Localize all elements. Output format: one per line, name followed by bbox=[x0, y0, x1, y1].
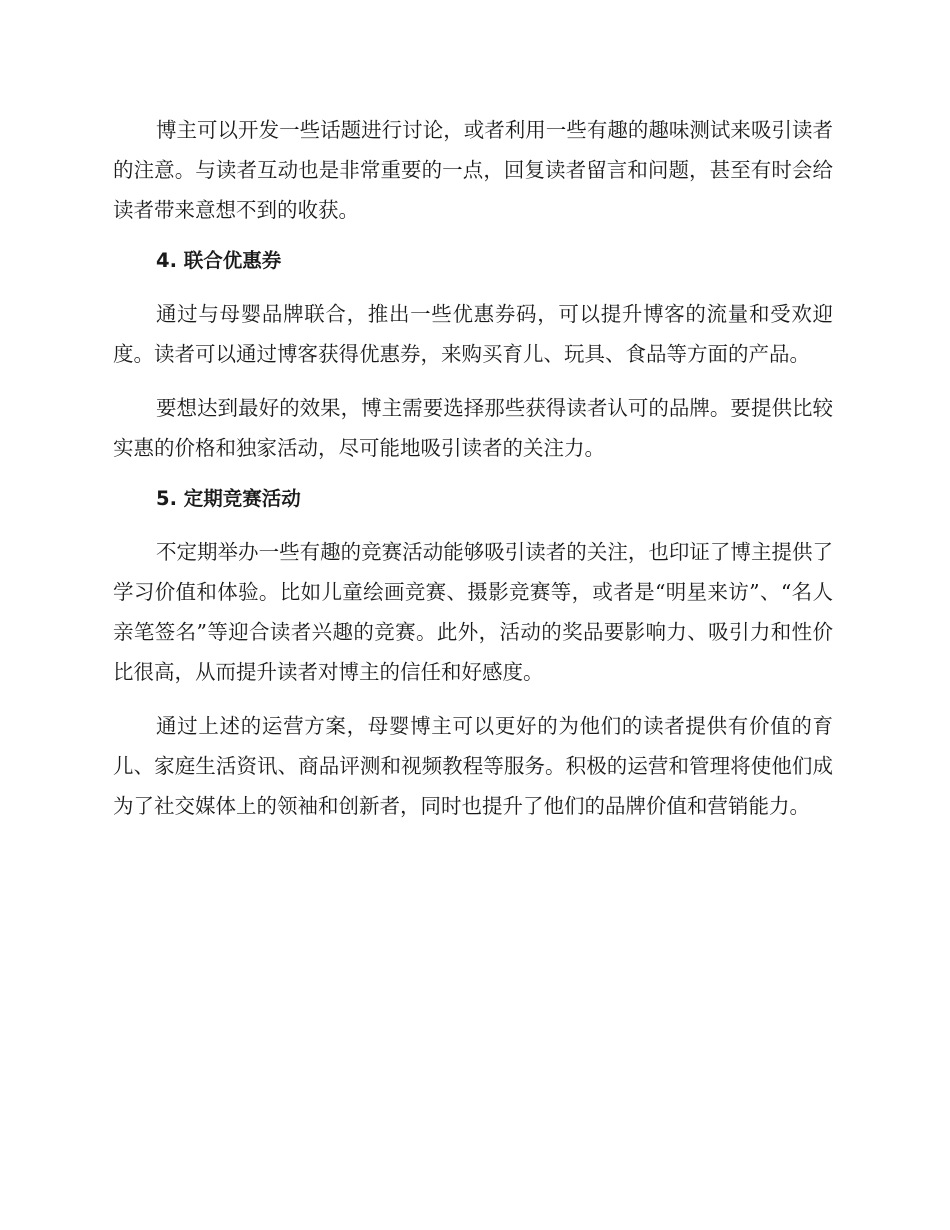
section-heading-coupons: 4. 联合优惠券 bbox=[156, 249, 282, 272]
section-heading-contests: 5. 定期竞赛活动 bbox=[156, 487, 301, 510]
paragraph-coupons-brands: 要想达到最好的效果，博主需要选择那些获得读者认可的品牌。要提供比较实惠的价格和独家活动，尽可能地吸引读者的关注力。 bbox=[113, 396, 833, 460]
paragraph-coupons-intro: 通过与母婴品牌联合，推出一些优惠券码，可以提升博客的流量和受欢迎度。读者可以通过博客获得优惠券，来购买育儿、玩具、食品等方面的产品。 bbox=[113, 302, 833, 366]
paragraph-conclusion: 通过上述的运营方案，母婴博主可以更好的为他们的读者提供有价值的育儿、家庭生活资讯、商品评测和视频教程等服务。积极的运营和管理将使他们成为了社交媒体上的领袖和创新者，同时也提升了他们的品牌价值和营销能力。 bbox=[113, 714, 833, 818]
paragraph-contests: 不定期举办一些有趣的竞赛活动能够吸引读者的关注，也印证了博主提供了学习价值和体验。比如儿童绘画竞赛、摄影竞赛等，或者是“明星来访”、“名人亲笔签名”等迎合读者兴趣的竞赛。此外，活动的奖品要影响力、吸引力和性价比很高，从而提升读者对博主的信任和好感度。 bbox=[113, 540, 833, 684]
document-body bbox=[113, 110, 833, 840]
paragraph-interaction: 博主可以开发一些话题进行讨论，或者利用一些有趣的趣味测试来吸引读者的注意。与读者互动也是非常重要的一点，回复读者留言和问题，甚至有时会给读者带来意想不到的收获。 bbox=[113, 118, 833, 222]
